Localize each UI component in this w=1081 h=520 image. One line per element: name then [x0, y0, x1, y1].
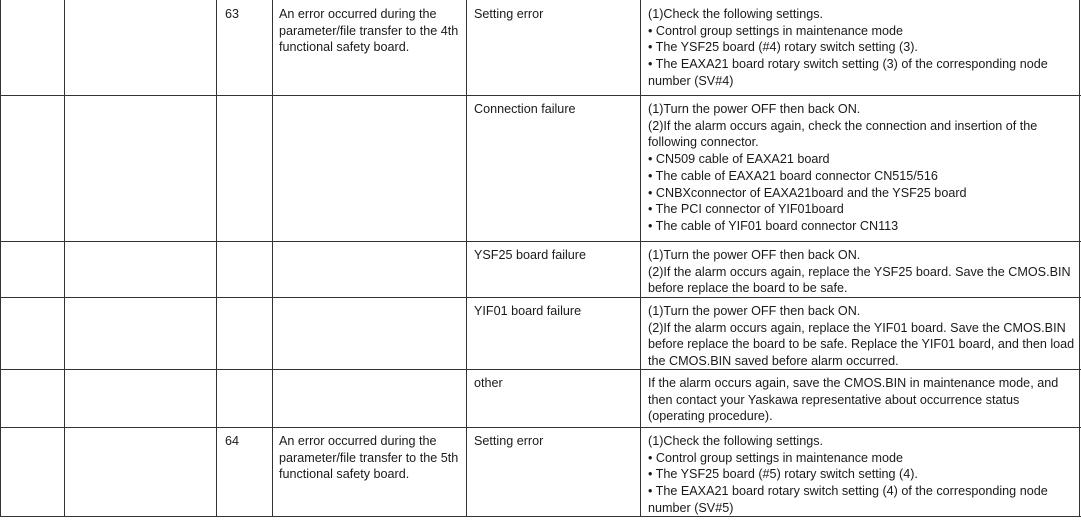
alarm-number-cell [217, 369, 272, 427]
remedy-line: • The YSF25 board (#5) rotary switch setting (4). [648, 467, 918, 482]
meaning-cell: An error occurred during the parameter/file transfer to the 4th functional safety board. [279, 7, 459, 55]
blank-cell [0, 0, 64, 95]
table-row [0, 95, 1081, 241]
remedy-line: (2)If the alarm occurs again, replace the YSF25 board. Save the CMOS.BIN before replace the board to be safe. [648, 264, 1071, 296]
remedy-line: (1)Turn the power OFF then back ON. [648, 304, 861, 318]
blank-cell [0, 297, 64, 369]
meaning-cell [272, 297, 467, 369]
alarm-number-cell: 64 [225, 434, 240, 448]
remedy-line: • The PCI connector of YIF01board [648, 202, 844, 217]
table-row [0, 241, 1081, 297]
remedy-line: • The EAXA21 board rotary switch setting (3) of the corresponding node number (SV#4) [648, 57, 1048, 88]
cause-cell: Setting error [474, 434, 544, 448]
cause-cell: other [474, 376, 503, 390]
cause-cell: Connection failure [474, 102, 576, 116]
remedy-cell [641, 0, 1081, 95]
remedy-line: • The EAXA21 board rotary switch setting (4) of the corresponding node number (SV#5) [648, 484, 1048, 515]
alarm-number-cell [217, 241, 272, 297]
remedy-line: If the alarm occurs again, save the CMOS.BIN in maintenance mode, and then contact your Yaskawa representative about occurrence status (operating procedure). [648, 376, 1059, 424]
alarm-number-cell [217, 297, 272, 369]
remedy-line: • CNBXconnector of EAXA21board and the YSF25 board [648, 185, 967, 200]
blank-cell [0, 369, 64, 427]
remedy-line: (2)If the alarm occurs again, replace the YIF01 board. Save the CMOS.BIN before replace the board to be safe. Replace the YIF01 board, and then load the CMOS.BIN saved before alarm occurred. [648, 320, 1075, 369]
remedy-line: (1)Turn the power OFF then back ON. [648, 248, 861, 262]
alarm-number-cell [217, 95, 272, 241]
remedy-line: (1)Turn the power OFF then back ON. [648, 102, 861, 116]
remedy-line: • The cable of YIF01 board connector CN113 [648, 218, 899, 233]
blank-cell [64, 427, 217, 516]
table-row [0, 369, 1081, 427]
remedy-cell [641, 369, 1081, 427]
blank-cell [64, 0, 217, 95]
blank-cell [0, 427, 64, 516]
blank-cell [64, 241, 217, 297]
cause-cell: Setting error [474, 7, 544, 21]
remedy-line: • CN509 cable of EAXA21 board [648, 152, 830, 167]
remedy-cell [641, 95, 1081, 241]
blank-cell [64, 297, 217, 369]
remedy-line: (1)Check the following settings. [648, 7, 823, 21]
blank-cell [0, 241, 64, 297]
blank-cell [0, 95, 64, 241]
table-row [0, 427, 1081, 516]
remedy-line: • Control group settings in maintenance mode [648, 450, 904, 465]
table-row [0, 297, 1081, 369]
meaning-cell: An error occurred during the parameter/file transfer to the 5th functional safety board. [279, 434, 459, 482]
remedy-cell [641, 427, 1081, 516]
meaning-cell [272, 241, 467, 297]
blank-cell [64, 95, 217, 241]
meaning-cell [272, 95, 467, 241]
remedy-line: • The cable of EAXA21 board connector CN515/516 [648, 168, 938, 183]
cause-cell: YSF25 board failure [474, 248, 587, 262]
blank-cell [64, 369, 217, 427]
alarm-number-cell: 63 [225, 7, 240, 21]
meaning-cell [272, 369, 467, 427]
table-row [0, 0, 1081, 95]
remedy-cell [641, 241, 1081, 297]
remedy-cell [641, 297, 1081, 369]
remedy-line: (2)If the alarm occurs again, check the connection and insertion of the following connector. [648, 118, 1038, 150]
remedy-line: • The YSF25 board (#4) rotary switch setting (3). [648, 40, 918, 55]
remedy-line: (1)Check the following settings. [648, 434, 823, 448]
remedy-line: • Control group settings in maintenance mode [648, 23, 904, 38]
cause-cell: YIF01 board failure [474, 304, 582, 318]
